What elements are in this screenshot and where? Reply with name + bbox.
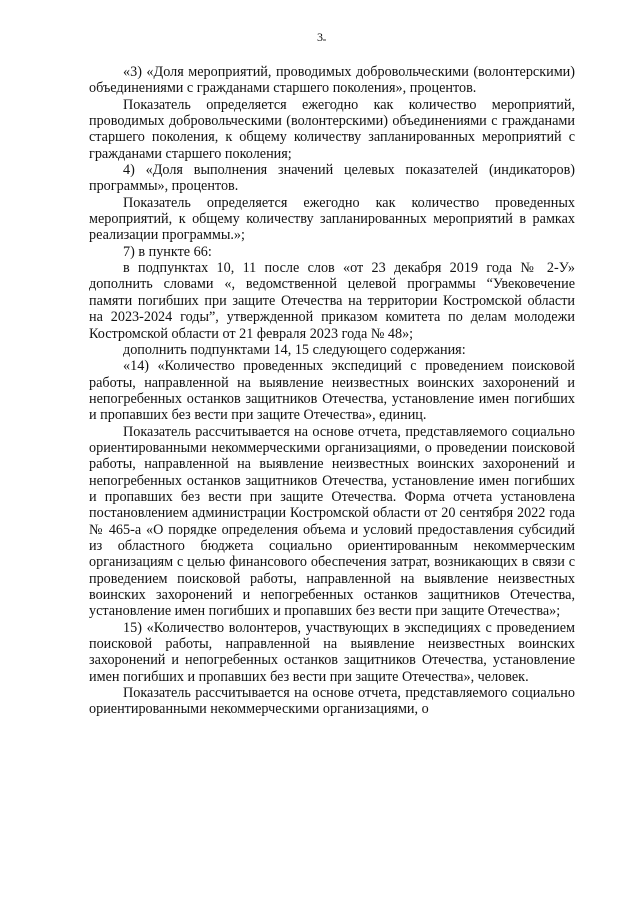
document-body	[89, 64, 575, 718]
paragraph: «3) «Доля мероприятий, проводимых добровольческими (волонтерскими) объединениями с гражданами старшего поколения», процентов.	[89, 64, 575, 97]
paragraph: 15) «Количество волонтеров, участвующих в экспедициях с проведением поисковой работы, направленной на выявление неизвестных воинских захоронений и непогребенных останков защитников Отечества, установление имен погибших и пропавших без вести при защите Отечества», человек.	[89, 619, 575, 685]
paragraph: Показатель определяется ежегодно как количество проведенных мероприятий, к общему количеству запланированных мероприятий в рамках реализации программы.»;	[89, 194, 575, 244]
paragraph: 7) в пункте 66:	[123, 243, 212, 260]
paragraph: «14) «Количество проведенных экспедиций с проведением поисковой работы, направленной на выявление неизвестных воинских захоронений и непогребенных останков защитников Отечества, установление имен погибших и пропавших без вести при защите Отечества», единиц.	[89, 358, 575, 424]
page-number: 3	[317, 30, 323, 44]
paragraph: Показатель определяется ежегодно как количество мероприятий, проводимых добровольческими (волонтерскими) объединениями с гражданами старшего поколения, к общему количеству запланированных мероприятий с гражданами старшего поколения;	[89, 96, 575, 162]
scan-mark	[323, 39, 326, 41]
paragraph: в подпунктах 10, 11 после слов «от 23 декабря 2019 года № 2-У» дополнить словами «, ведомственной целевой программы “Увековечение памяти погибших при защите Отечества на территории Костромской области на 2023-2024 годы”, утвержденной приказом комитета по делам молодежи Костромской области от 21 февраля 2023 года № 48»;	[89, 260, 575, 342]
paragraph: 4) «Доля выполнения значений целевых показателей (индикаторов) программы», процентов.	[89, 162, 575, 195]
paragraph: Показатель рассчитывается на основе отчета, представляемого социально ориентированными некоммерческими организациями, о	[89, 685, 575, 718]
paragraph: Показатель рассчитывается на основе отчета, представляемого социально ориентированными некоммерческими организациями, о проведении поисковой работы, направленной на выявление неизвестных воинских захоронений и непогребенных останков защитников Отечества, установление имен погибших и пропавших без вести при защите Отечества. Форма отчета установлена постановлением администрации Костромской области от 20 сентября 2022 года № 465-а «О порядке определения объема и условий предоставления субсидий из областного бюджета социально ориентированным некоммерческим организациям с целью финансового обеспечения затрат, возникающих в связи с проведением поисковой работы, направленной на выявление неизвестных воинских захоронений и непогребенных останков защитников Отечества, установление имен погибших и пропавших без вести при защите Отечества»;	[89, 423, 575, 620]
paragraph: дополнить подпунктами 14, 15 следующего содержания:	[123, 341, 466, 358]
